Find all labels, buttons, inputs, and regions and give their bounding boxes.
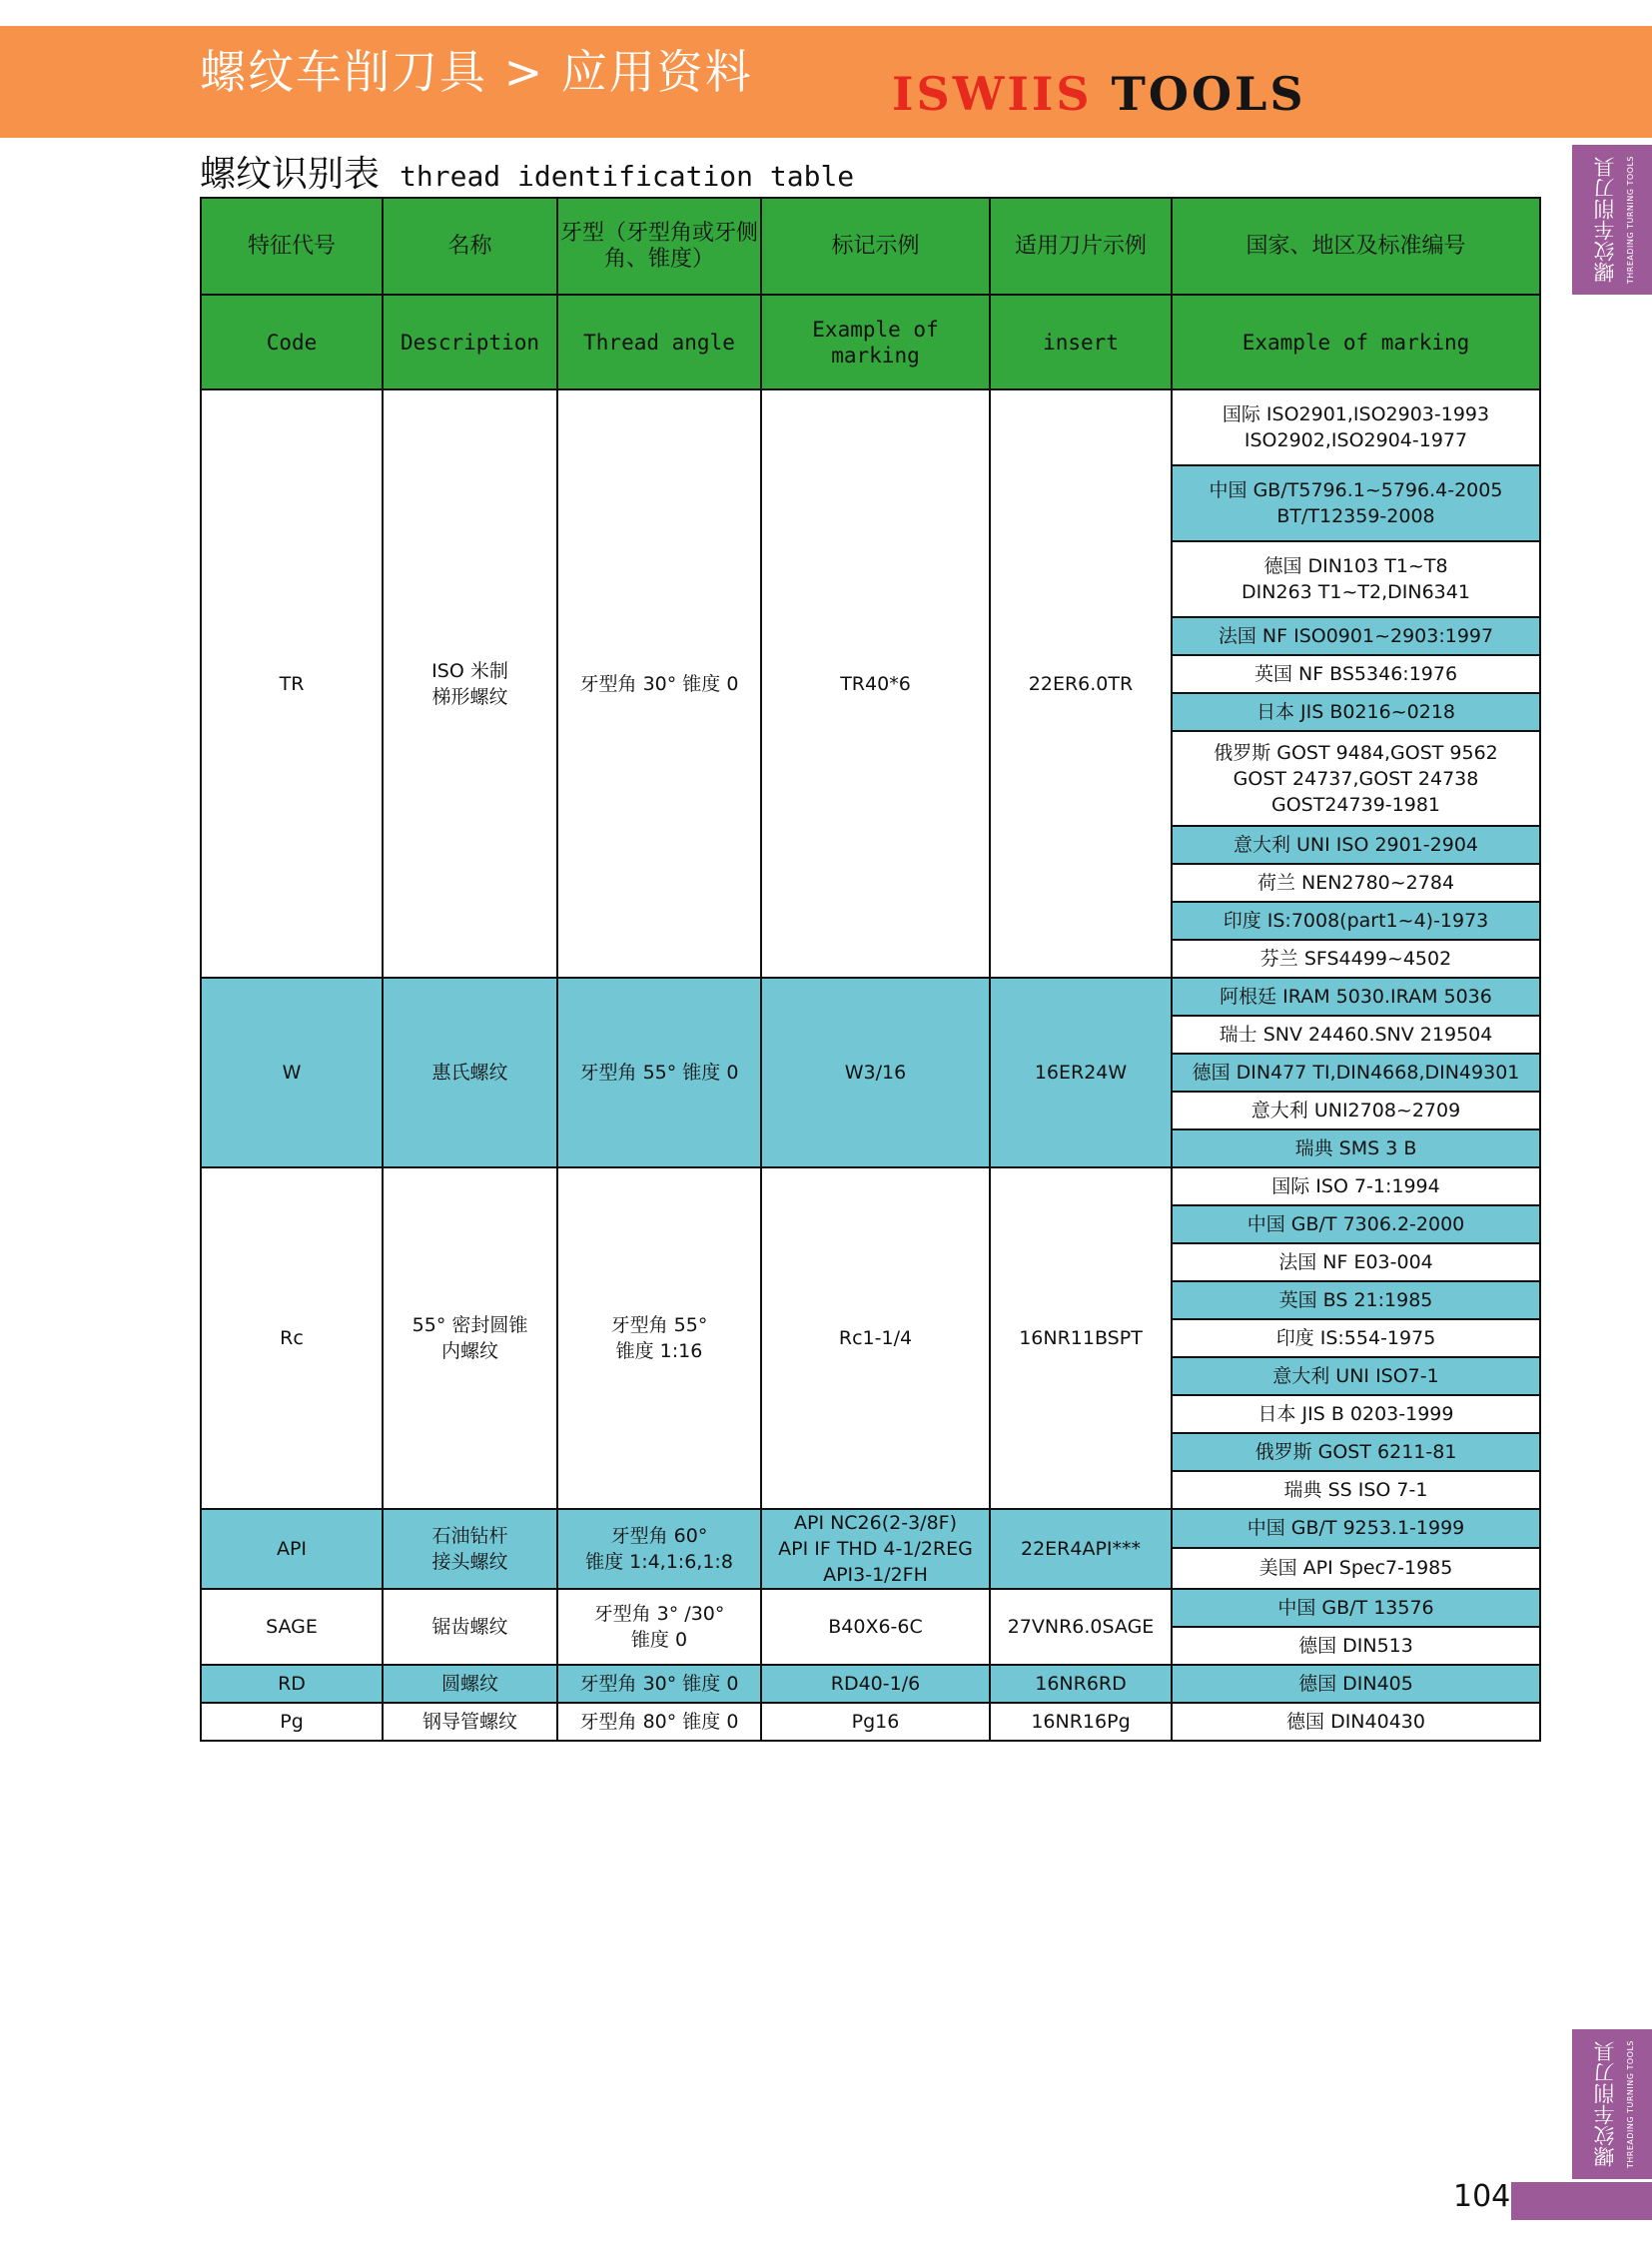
marking-cell: Rc1-1/4	[761, 1167, 990, 1509]
insert-cell: 16NR16Pg	[990, 1703, 1172, 1741]
insert-cell: 16ER24W	[990, 978, 1172, 1167]
side-tab-top	[1572, 145, 1652, 295]
standard-cell: 美国 API Spec7-1985	[1172, 1548, 1540, 1589]
side-tab-sublabel: THREADING TURNING TOOLS	[1625, 155, 1635, 285]
thread-angle-cell: 牙型角 30° 锥度 0	[557, 389, 761, 978]
standard-cell: 阿根廷 IRAM 5030.IRAM 5036	[1172, 978, 1540, 1016]
header-cell: Thread angle	[557, 295, 761, 389]
code-cell: TR	[201, 389, 383, 978]
code-cell: API	[201, 1509, 383, 1589]
marking-cell: TR40*6	[761, 389, 990, 978]
standard-cell: 瑞士 SNV 24460.SNV 219504	[1172, 1016, 1540, 1054]
standard-cell: 瑞典 SS ISO 7-1	[1172, 1471, 1540, 1509]
table-row	[201, 1703, 1540, 1741]
standard-cell: 德国 DIN477 TI,DIN4668,DIN49301	[1172, 1054, 1540, 1092]
standard-cell: 意大利 UNI ISO 2901-2904	[1172, 826, 1540, 864]
standard-cell: 中国 GB/T 7306.2-2000	[1172, 1205, 1540, 1243]
standard-cell: 荷兰 NEN2780~2784	[1172, 864, 1540, 902]
header-cell: 国家、地区及标准编号	[1172, 198, 1540, 295]
standard-cell: 国际 ISO2901,ISO2903-1993 ISO2902,ISO2904-1977	[1172, 389, 1540, 465]
table-row	[201, 389, 1540, 465]
marking-cell: B40X6-6C	[761, 1589, 990, 1665]
header-cell: Example of marking	[1172, 295, 1540, 389]
standard-cell: 瑞典 SMS 3 B	[1172, 1129, 1540, 1167]
marking-cell: RD40-1/6	[761, 1665, 990, 1703]
standard-cell: 中国 GB/T 13576	[1172, 1589, 1540, 1627]
standard-cell: 芬兰 SFS4499~4502	[1172, 940, 1540, 978]
standard-cell: 日本 JIS B 0203-1999	[1172, 1395, 1540, 1433]
description-cell: 圆螺纹	[383, 1665, 557, 1703]
section-title-cn: 螺纹识别表	[200, 154, 381, 195]
standard-cell: 德国 DIN103 T1~T8 DIN263 T1~T2,DIN6341	[1172, 541, 1540, 617]
marking-cell: API NC26(2-3/8F) API IF THD 4-1/2REG API3-1/2FH	[761, 1509, 990, 1589]
header-cell: 标记示例	[761, 198, 990, 295]
standard-cell: 中国 GB/T5796.1~5796.4-2005 BT/T12359-2008	[1172, 465, 1540, 541]
table-row	[201, 1509, 1540, 1548]
side-tab-sublabel: THREADING TURNING TOOLS	[1625, 2039, 1635, 2169]
thread-angle-cell: 牙型角 3° /30° 锥度 0	[557, 1589, 761, 1665]
insert-cell: 16NR11BSPT	[990, 1167, 1172, 1509]
standard-cell: 德国 DIN513	[1172, 1627, 1540, 1665]
header-cell: insert	[990, 295, 1172, 389]
header-cell: 适用刀片示例	[990, 198, 1172, 295]
header-cell: 牙型（牙型角或牙侧角、锥度）	[557, 198, 761, 295]
standard-cell: 意大利 UNI2708~2709	[1172, 1092, 1540, 1129]
header-cell: 名称	[383, 198, 557, 295]
table-row	[201, 1665, 1540, 1703]
description-cell: 55° 密封圆锥 内螺纹	[383, 1167, 557, 1509]
code-cell: Rc	[201, 1167, 383, 1509]
page-title: 螺纹车削刀具 > 应用资料	[200, 45, 753, 99]
table-row	[201, 1167, 1540, 1205]
header-cell: Description	[383, 295, 557, 389]
code-cell: RD	[201, 1665, 383, 1703]
insert-cell: 27VNR6.0SAGE	[990, 1589, 1172, 1665]
page-number: 104	[1453, 2179, 1511, 2214]
marking-cell: W3/16	[761, 978, 990, 1167]
insert-cell: 22ER6.0TR	[990, 389, 1172, 978]
thread-angle-cell: 牙型角 60° 锥度 1:4,1:6,1:8	[557, 1509, 761, 1589]
header-cell: Code	[201, 295, 383, 389]
insert-cell: 22ER4API***	[990, 1509, 1172, 1589]
description-cell: 锯齿螺纹	[383, 1589, 557, 1665]
thread-angle-cell: 牙型角 30° 锥度 0	[557, 1665, 761, 1703]
standard-cell: 日本 JIS B0216~0218	[1172, 693, 1540, 731]
marking-cell: Pg16	[761, 1703, 990, 1741]
standard-cell: 俄罗斯 GOST 9484,GOST 9562 GOST 24737,GOST 24738 GOST24739-1981	[1172, 731, 1540, 826]
section-title	[200, 146, 854, 197]
standard-cell: 法国 NF ISO0901~2903:1997	[1172, 617, 1540, 655]
thread-angle-cell: 牙型角 55° 锥度 0	[557, 978, 761, 1167]
description-cell: ISO 米制 梯形螺纹	[383, 389, 557, 978]
standard-cell: 英国 NF BS5346:1976	[1172, 655, 1540, 693]
header-row-cn	[201, 198, 1540, 295]
insert-cell: 16NR6RD	[990, 1665, 1172, 1703]
thread-identification-table	[200, 197, 1541, 1742]
description-cell: 钢导管螺纹	[383, 1703, 557, 1741]
code-cell: SAGE	[201, 1589, 383, 1665]
thread-angle-cell: 牙型角 80° 锥度 0	[557, 1703, 761, 1741]
standard-cell: 俄罗斯 GOST 6211-81	[1172, 1433, 1540, 1471]
section-title-en: thread identification table	[400, 160, 855, 193]
code-cell: Pg	[201, 1703, 383, 1741]
page-number-bar	[1511, 2182, 1652, 2220]
standard-cell: 印度 IS:7008(part1~4)-1973	[1172, 902, 1540, 940]
standard-cell: 意大利 UNI ISO7-1	[1172, 1357, 1540, 1395]
standard-cell: 英国 BS 21:1985	[1172, 1281, 1540, 1319]
standard-cell: 德国 DIN405	[1172, 1665, 1540, 1703]
thread-angle-cell: 牙型角 55° 锥度 1:16	[557, 1167, 761, 1509]
description-cell: 石油钻杆 接头螺纹	[383, 1509, 557, 1589]
standard-cell: 德国 DIN40430	[1172, 1703, 1540, 1741]
brand-name-dark: TOOLS	[1111, 67, 1306, 121]
standard-cell: 中国 GB/T 9253.1-1999	[1172, 1509, 1540, 1548]
brand-name-red: ISWIIS	[892, 67, 1093, 121]
table-row	[201, 978, 1540, 1016]
header-cell: 特征代号	[201, 198, 383, 295]
table-row	[201, 1589, 1540, 1627]
header-banner	[0, 26, 1652, 138]
brand-logo	[892, 66, 1306, 122]
side-tab-bottom	[1572, 2029, 1652, 2179]
header-cell: Example of marking	[761, 295, 990, 389]
side-tab-label: 螺纹车削刀具	[1592, 2041, 1617, 2167]
description-cell: 惠氏螺纹	[383, 978, 557, 1167]
standard-cell: 国际 ISO 7-1:1994	[1172, 1167, 1540, 1205]
code-cell: W	[201, 978, 383, 1167]
side-tab-label: 螺纹车削刀具	[1592, 157, 1617, 283]
standard-cell: 法国 NF E03-004	[1172, 1243, 1540, 1281]
header-row-en	[201, 295, 1540, 389]
standard-cell: 印度 IS:554-1975	[1172, 1319, 1540, 1357]
